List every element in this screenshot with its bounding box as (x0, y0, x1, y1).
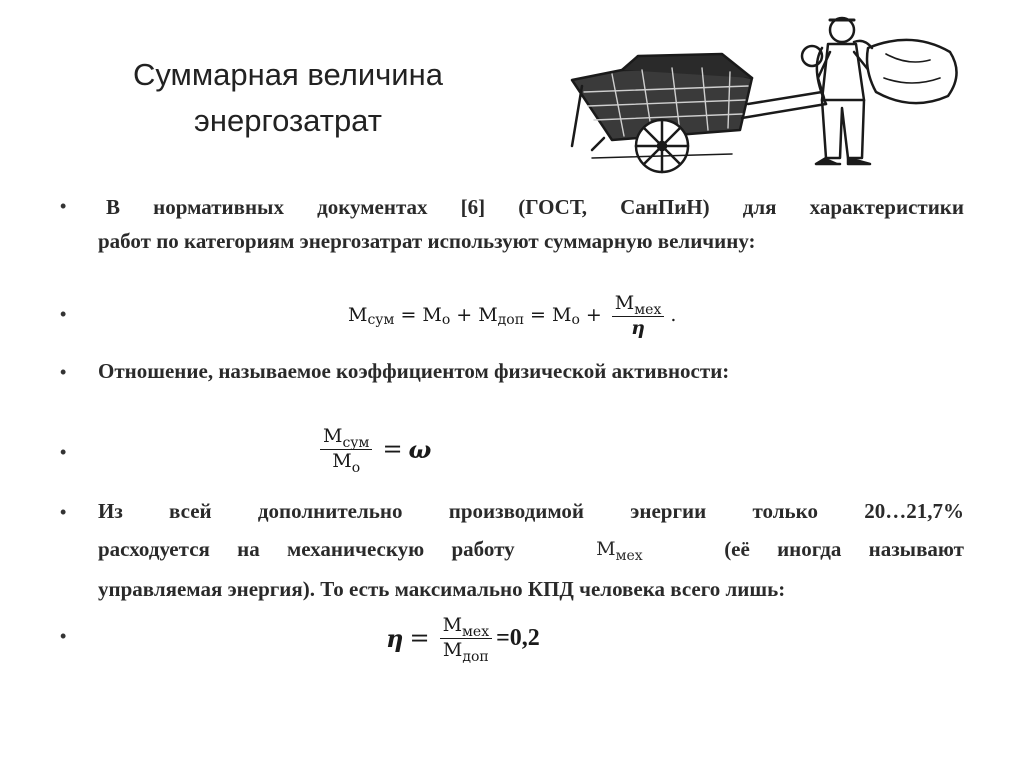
formula-subscript: мех (634, 301, 662, 318)
formula-subscript: доп (497, 312, 525, 328)
fraction-denominator (329, 450, 363, 474)
formula-symbol: M (478, 304, 498, 326)
formula-efficiency (386, 606, 540, 670)
fraction-denominator (440, 639, 492, 663)
bullet-marker: • (60, 502, 67, 522)
bullet-marker: • (60, 196, 67, 216)
formula-symbol: M (323, 424, 343, 447)
formula-period: . (670, 304, 677, 326)
formula-fraction (612, 292, 665, 339)
fraction-denominator: η (631, 316, 645, 339)
paragraph-line: работ по категориям энергозатрат используют суммарную величину: (98, 229, 756, 253)
formula-fraction (320, 425, 372, 474)
paragraph-line: Отношение, называемое коэффициентом физической активности: (98, 359, 730, 383)
formula-operator: = (400, 304, 417, 326)
formula-subscript: о (351, 459, 361, 476)
title-line-1: Суммарная величина (133, 57, 443, 92)
formula-symbol: M (332, 449, 352, 472)
fraction-numerator (320, 425, 372, 450)
paragraph-fragment: расходуется на механическую работу (98, 537, 515, 561)
bullet-marker: • (60, 304, 67, 324)
inline-formula (596, 530, 643, 570)
formula-symbol: M (614, 291, 635, 314)
formula-subscript: сум (342, 434, 370, 451)
paragraph-line: В нормативных документах [6] (ГОСТ, СанПиН) для характеристики (106, 195, 964, 219)
formula-operator: = (382, 435, 403, 463)
fraction-numerator (612, 292, 665, 317)
title-line-2: энергозатрат (194, 103, 382, 138)
formula-symbol: M (551, 304, 572, 326)
formula-symbol: M (596, 538, 616, 560)
formula-subscript: о (571, 312, 580, 328)
slide-title (68, 52, 508, 144)
bullet-marker: • (60, 626, 67, 646)
formula-subscript: сум (367, 312, 395, 328)
formula-subscript: доп (462, 648, 489, 665)
formula-activity-coefficient (316, 418, 431, 480)
man-pulling-cart-illustration (552, 8, 972, 176)
paragraph-line: управляемая энергия). То есть максимально КПД человека всего лишь: (98, 577, 786, 601)
paragraph-efficiency (98, 492, 964, 608)
formula-subscript: мех (615, 548, 643, 564)
formula-omega: ω (408, 434, 432, 464)
formula-result: =0,2 (496, 624, 540, 651)
formula-eta: η (386, 623, 404, 653)
formula-fraction (440, 614, 493, 663)
formula-operator: + (585, 304, 602, 326)
formula-symbol: M (348, 304, 368, 326)
bullet-marker: • (60, 442, 67, 462)
formula-operator: = (409, 624, 430, 652)
formula-symbol: M (422, 304, 442, 326)
paragraph-fragment: (её иногда называют (724, 537, 964, 561)
paragraph-norm-documents (98, 190, 964, 258)
paragraph-line (98, 530, 964, 570)
paragraph-activity-ratio (98, 354, 964, 388)
bullet-marker: • (60, 362, 67, 382)
formula-symbol: M (442, 638, 463, 661)
formula-total-energy (348, 290, 676, 340)
formula-symbol: M (442, 613, 463, 636)
formula-subscript: мех (462, 623, 490, 640)
paragraph-line: Из всей дополнительно производимой энергии только 20…21,7% (98, 499, 964, 523)
formula-operator: = (530, 304, 546, 326)
fraction-numerator (440, 614, 493, 639)
formula-subscript: о (441, 312, 451, 328)
formula-operator: + (456, 304, 473, 326)
